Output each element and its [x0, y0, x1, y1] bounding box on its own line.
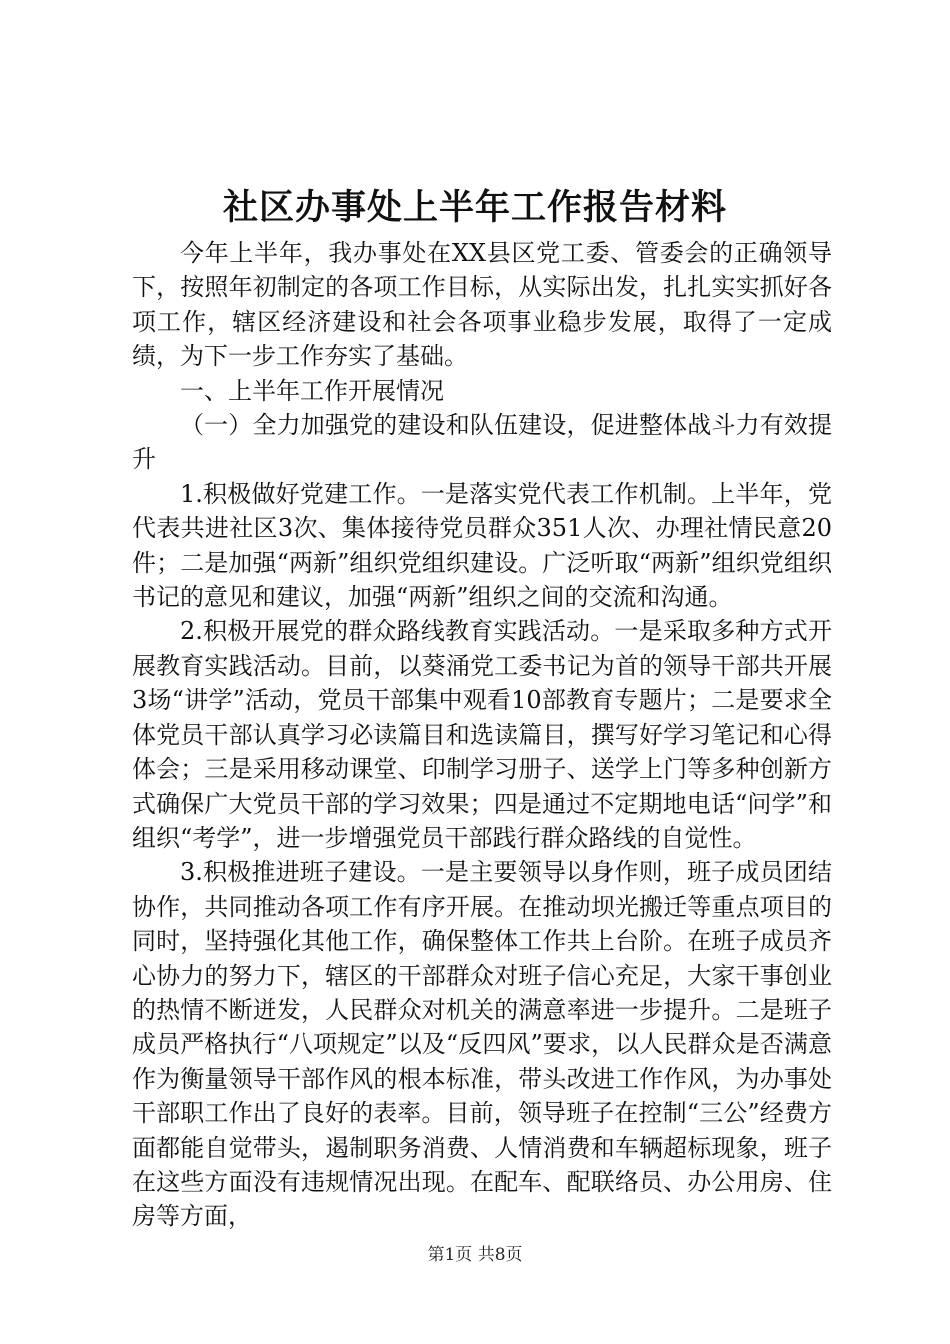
item-paragraph-2: 2.积极开展党的群众路线教育实践活动。一是采取多种方式开展教育实践活动。目前，以葵涌党工委书记为首的领导干部共开展3场“讲学”活动，党员干部集中观看10部教育专题片；二是要求全体党员干部认真学习必读篇目和选读篇目，撰写好学习笔记和心得体会；三是采用移动课堂、印制学习册子、送学上门等多种创新方式确保广大党员干部的学习效果；四是通过不定期地电话“问学”和组织“考学”，进一步增强党员干部践行群众路线的自觉性。: [132, 617, 832, 852]
subsection-heading-1: （一）全力加强党的建设和队伍建设，促进整体战斗力有效提升: [132, 411, 832, 474]
document-body: [132, 236, 832, 1234]
section-heading-1: 一、上半年工作开展情况: [180, 376, 444, 405]
item-paragraph-3: 3.积极推进班子建设。一是主要领导以身作则，班子成员团结协作，共同推动各项工作有序开展。在推动坝光搬迁等重点项目的同时，坚持强化其他工作，确保整体工作共上台阶。在班子成员齐心协力的努力下，辖区的干部群众对班子信心充足，大家干事创业的热情不断迸发，人民群众对机关的满意率进一步提升。二是班子成员严格执行“八项规定”以及“反四风”要求，以人民群众是否满意作为衡量领导干部作风的根本标准，带头改进工作作风，为办事处干部职工作出了良好的表率。目前，领导班子在控制“三公”经费方面都能自觉带头，遏制职务消费、人情消费和车辆超标现象，班子在这些方面没有违规情况出现。在配车、配联络员、办公用房、住房等方面，: [132, 858, 832, 1231]
document-title: 社区办事处上半年工作报告材料: [222, 187, 727, 228]
intro-paragraph: 今年上半年，我办事处在XX县区党工委、管委会的正确领导下，按照年初制定的各项工作目标，从实际出发，扎扎实实抓好各项工作，辖区经济建设和社会各项事业稳步发展，取得了一定成绩，为下一步工作夯实了基础。: [132, 239, 832, 371]
item-paragraph-1: 1.积极做好党建工作。一是落实党代表工作机制。上半年，党代表共进社区3次、集体接待党员群众351人次、办理社情民意20件；二是加强“两新”组织党组织建设。广泛听取“两新”组织党组织书记的意见和建议，加强“两新”组织之间的交流和沟通。: [132, 479, 832, 612]
page-number-footer: 第1页 共8页: [427, 1245, 523, 1265]
